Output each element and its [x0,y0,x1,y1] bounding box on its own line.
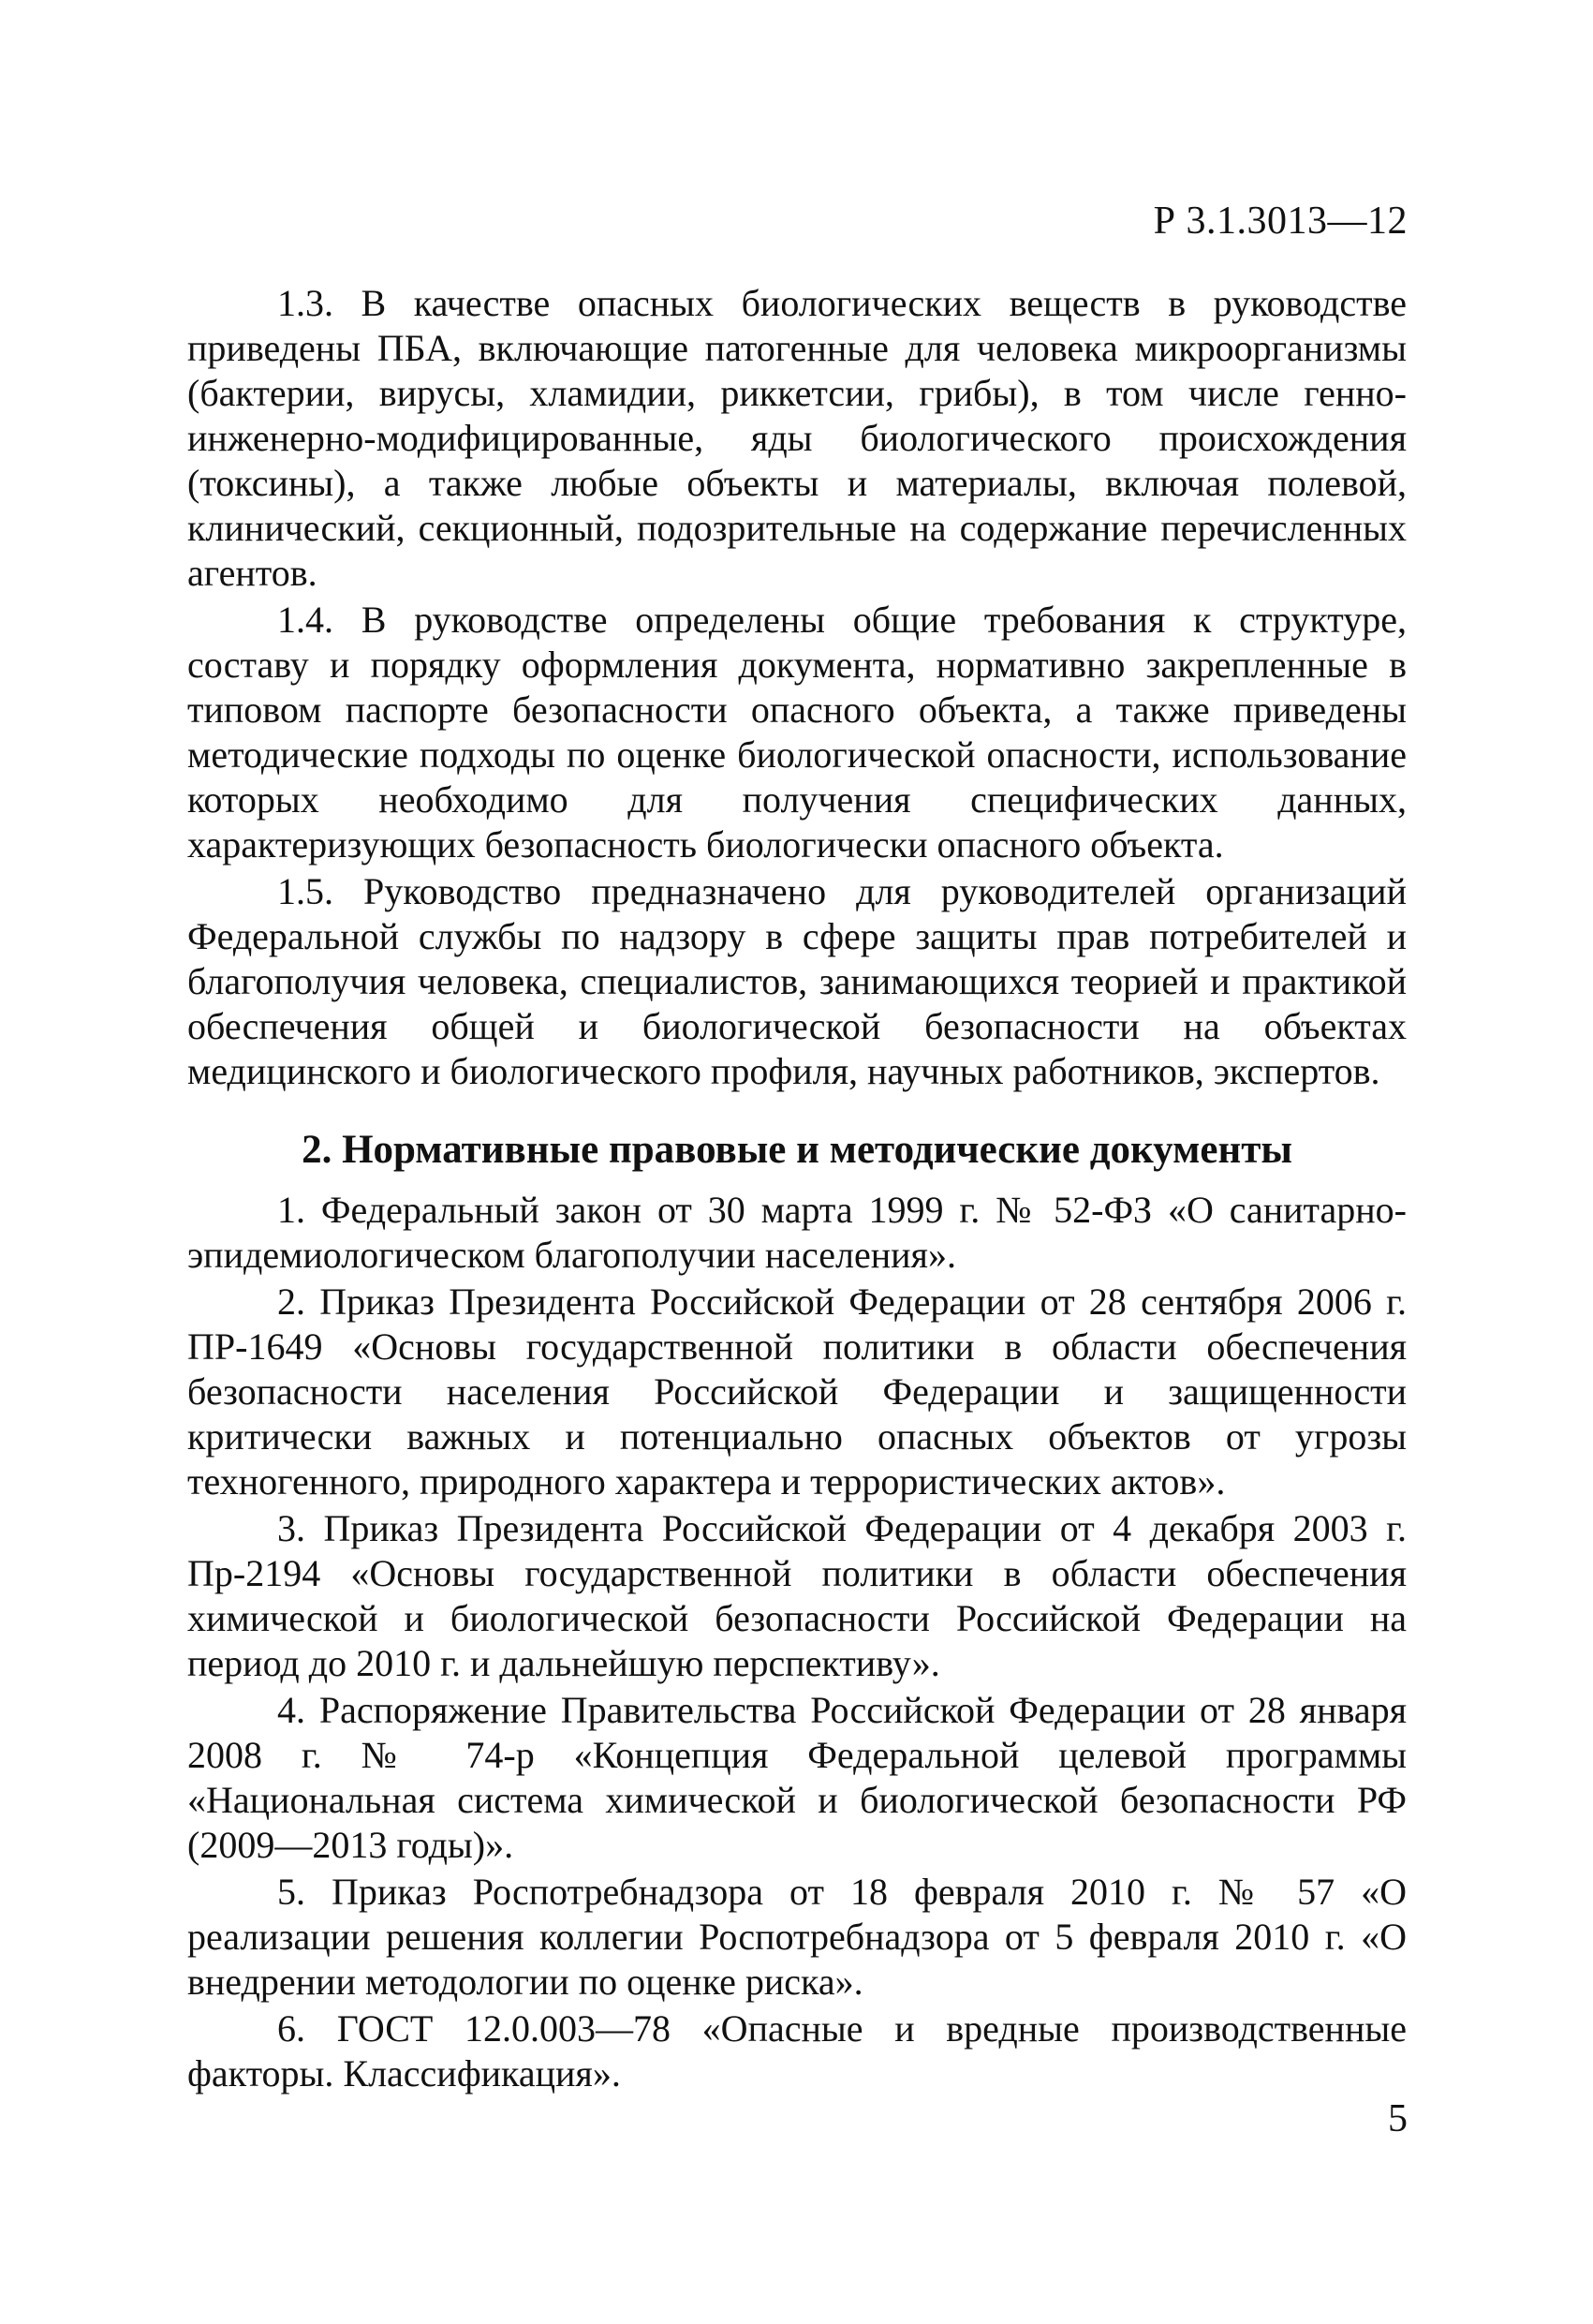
reference-item-5: 5. Приказ Роспотребнадзора от 18 февраля 2010 г. № 57 «О реализации решения коллегии Роспотребнадзора от 5 февраля 2010 г. «О внедрении методологии по оценке риска». [187,1871,1407,2003]
reference-item-4: 4. Распоряжение Правительства Российской Федерации от 28 января 2008 г. № 74-р «Концепция Федеральной целевой программы «Национальная система химической и биологической безопасности РФ (2009—2013 годы)». [187,1689,1407,1866]
reference-item-6: 6. ГОСТ 12.0.003—78 «Опасные и вредные производственные факторы. Классификация». [187,2007,1407,2095]
reference-item-2: 2. Приказ Президента Российской Федерации от 28 сентября 2006 г. ПР-1649 «Основы государственной политики в области обеспечения безопасности населения Российской Федерации и защищенности критически важных и потенциально опасных объектов от угрозы техногенного, природного характера и террористических актов». [187,1280,1407,1502]
reference-item-1: 1. Федеральный закон от 30 марта 1999 г. № 52-ФЗ «О санитарно-эпидемиологическом благополучии населения». [187,1189,1407,1276]
reference-item-3: 3. Приказ Президента Российской Федерации от 4 декабря 2003 г. Пр-2194 «Основы государственной политики в области обеспечения химической и биологической безопасности Российской Федерации на период до 2010 г. и дальнейшую перспективу». [187,1507,1407,1684]
section-heading: 2. Нормативные правовые и методические документы [302,1128,1292,1172]
paragraph-1-5: 1.5. Руководство предназначено для руководителей организаций Федеральной службы по надзору в сфере защиты прав потребителей и благополучия человека, специалистов, занимающихся теорией и практикой обеспечения общей и биологической безопасности на объектах медицинского и биологического профиля, научных работников, экспертов. [187,870,1407,1092]
page-content [187,281,1407,2098]
page-number: 5 [1388,2097,1408,2140]
document-code: Р 3.1.3013—12 [1153,200,1408,243]
paragraph-1-3: 1.3. В качестве опасных биологических веществ в руководстве приведены ПБА, включающие патогенные для человека микроорганизмы (бактерии, вирусы, хламидии, риккетсии, грибы), в том числе генно-инженерно-модифицированные, яды биологического происхождения (токсины), а также любые объекты и материалы, включая полевой, клинический, секционный, подозрительные на содержание перечисленных агентов. [187,282,1407,594]
paragraph-1-4: 1.4. В руководстве определены общие требования к структуре, составу и порядку оформления документа, нормативно закрепленные в типовом паспорте безопасности опасного объекта, а также приведены методические подходы по оценке биологической опасности, использование которых необходимо для получения специфических данных, характеризующих безопасность биологически опасного объекта. [187,599,1407,866]
